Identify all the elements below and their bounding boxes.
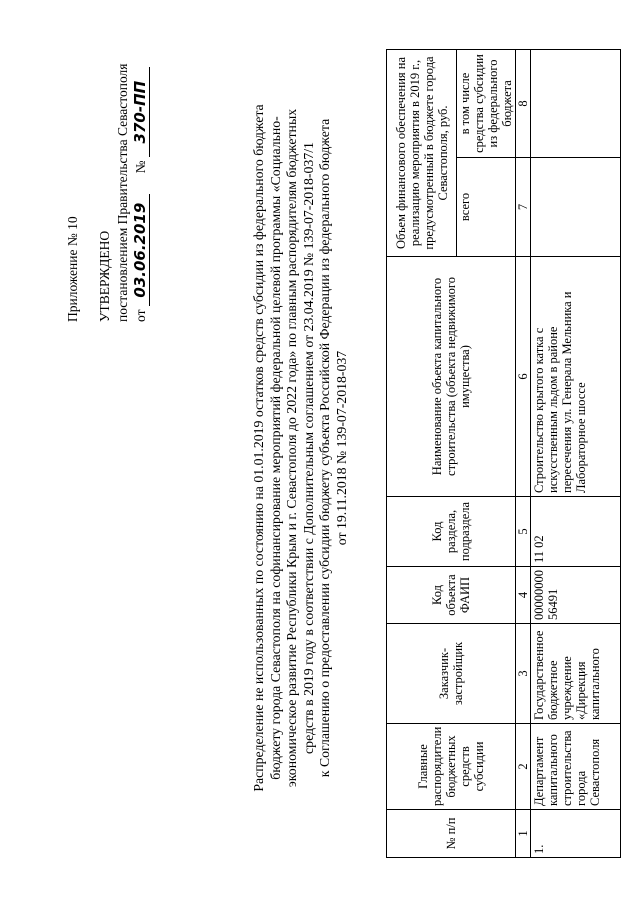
row-section-code: 11 02: [531, 497, 621, 567]
title-line: бюджету города Севастополя на софинансирование мероприятий федеральной целевой программы «Социально-: [267, 116, 283, 780]
row-num: 1.: [531, 810, 621, 858]
header-object-name: Наименование объекта капитального строительства (объекта недвижимого имущества): [387, 257, 516, 497]
title-line: средств в 2019 году в соответствии с Дополнительным соглашением от 23.04.2019 № 139-07-2018-037/1: [300, 142, 316, 754]
title-line: от 19.11.2018 № 139-07-2018-037: [333, 350, 349, 546]
row-faip-code: 0000000056491: [531, 567, 621, 624]
column-number-row: [516, 49, 531, 857]
row-distributor: Департамент капитального строительства города Севастополя: [531, 724, 621, 810]
approval-number: 370-ПП: [132, 67, 150, 157]
header-section-code: Код раздела, подраздела: [387, 497, 516, 567]
approval-line: [132, 67, 150, 322]
column-number: 7: [516, 158, 531, 257]
appendix-label: Приложение № 10: [65, 216, 80, 322]
table-row: [531, 49, 621, 857]
column-number: 1: [516, 810, 531, 858]
title-line: Распределение не использованных по состоянию на 01.01.2019 остатков средств субсидии из федерального бюджета: [251, 104, 266, 792]
approval-date: 03.06.2019: [132, 194, 150, 306]
rotated-sheet: [36, 0, 602, 878]
column-number: 2: [516, 724, 531, 810]
header-distributor: Главные распорядители бюджетных средств субсидии: [387, 724, 516, 810]
column-number: 8: [516, 49, 531, 157]
approved-by-text: постановлением Правительства Севастополя: [115, 63, 130, 322]
header-num: № п/п: [387, 810, 516, 858]
header-faip-code: Код объекта ФАИП: [387, 567, 516, 624]
column-number: 4: [516, 567, 531, 624]
approved-label: УТВЕРЖДЕНО: [97, 230, 112, 322]
column-number: 3: [516, 624, 531, 724]
header-total: всего: [457, 158, 516, 257]
row-subsidy: [531, 49, 621, 157]
row-customer: Государственное бюджетное учреждение «Дирекция капитального: [531, 624, 621, 724]
column-number: 5: [516, 497, 531, 567]
header-subsidy: в том числе средства субсидии из федерального бюджета: [457, 49, 516, 157]
title-line: к Соглашению о предоставлении субсидии бюджету субъекта Российской Федерации из федерального бюджета: [317, 118, 332, 778]
header-funding-group: Объем финансового обеспечения на реализацию мероприятия в 2019 г., предусмотренный в бюджете города Севастополя, руб.: [387, 49, 457, 256]
from-prefix: от: [133, 309, 148, 322]
row-object-name: Строительство крытого катка с искусственным льдом в районе пересечения ул. Генерала Мельника и Лабораторное шоссе: [531, 257, 621, 497]
header-customer: Заказчик-застройщик: [387, 624, 516, 724]
number-prefix: №: [133, 160, 148, 174]
document-title: [251, 48, 350, 848]
distribution-table: [386, 49, 621, 858]
column-number: 6: [516, 257, 531, 497]
title-line: экономическое развитие Республики Крым и г. Севастополя до 2022 года» по главным распорядителям бюджетных: [284, 108, 299, 788]
row-total: [531, 158, 621, 257]
